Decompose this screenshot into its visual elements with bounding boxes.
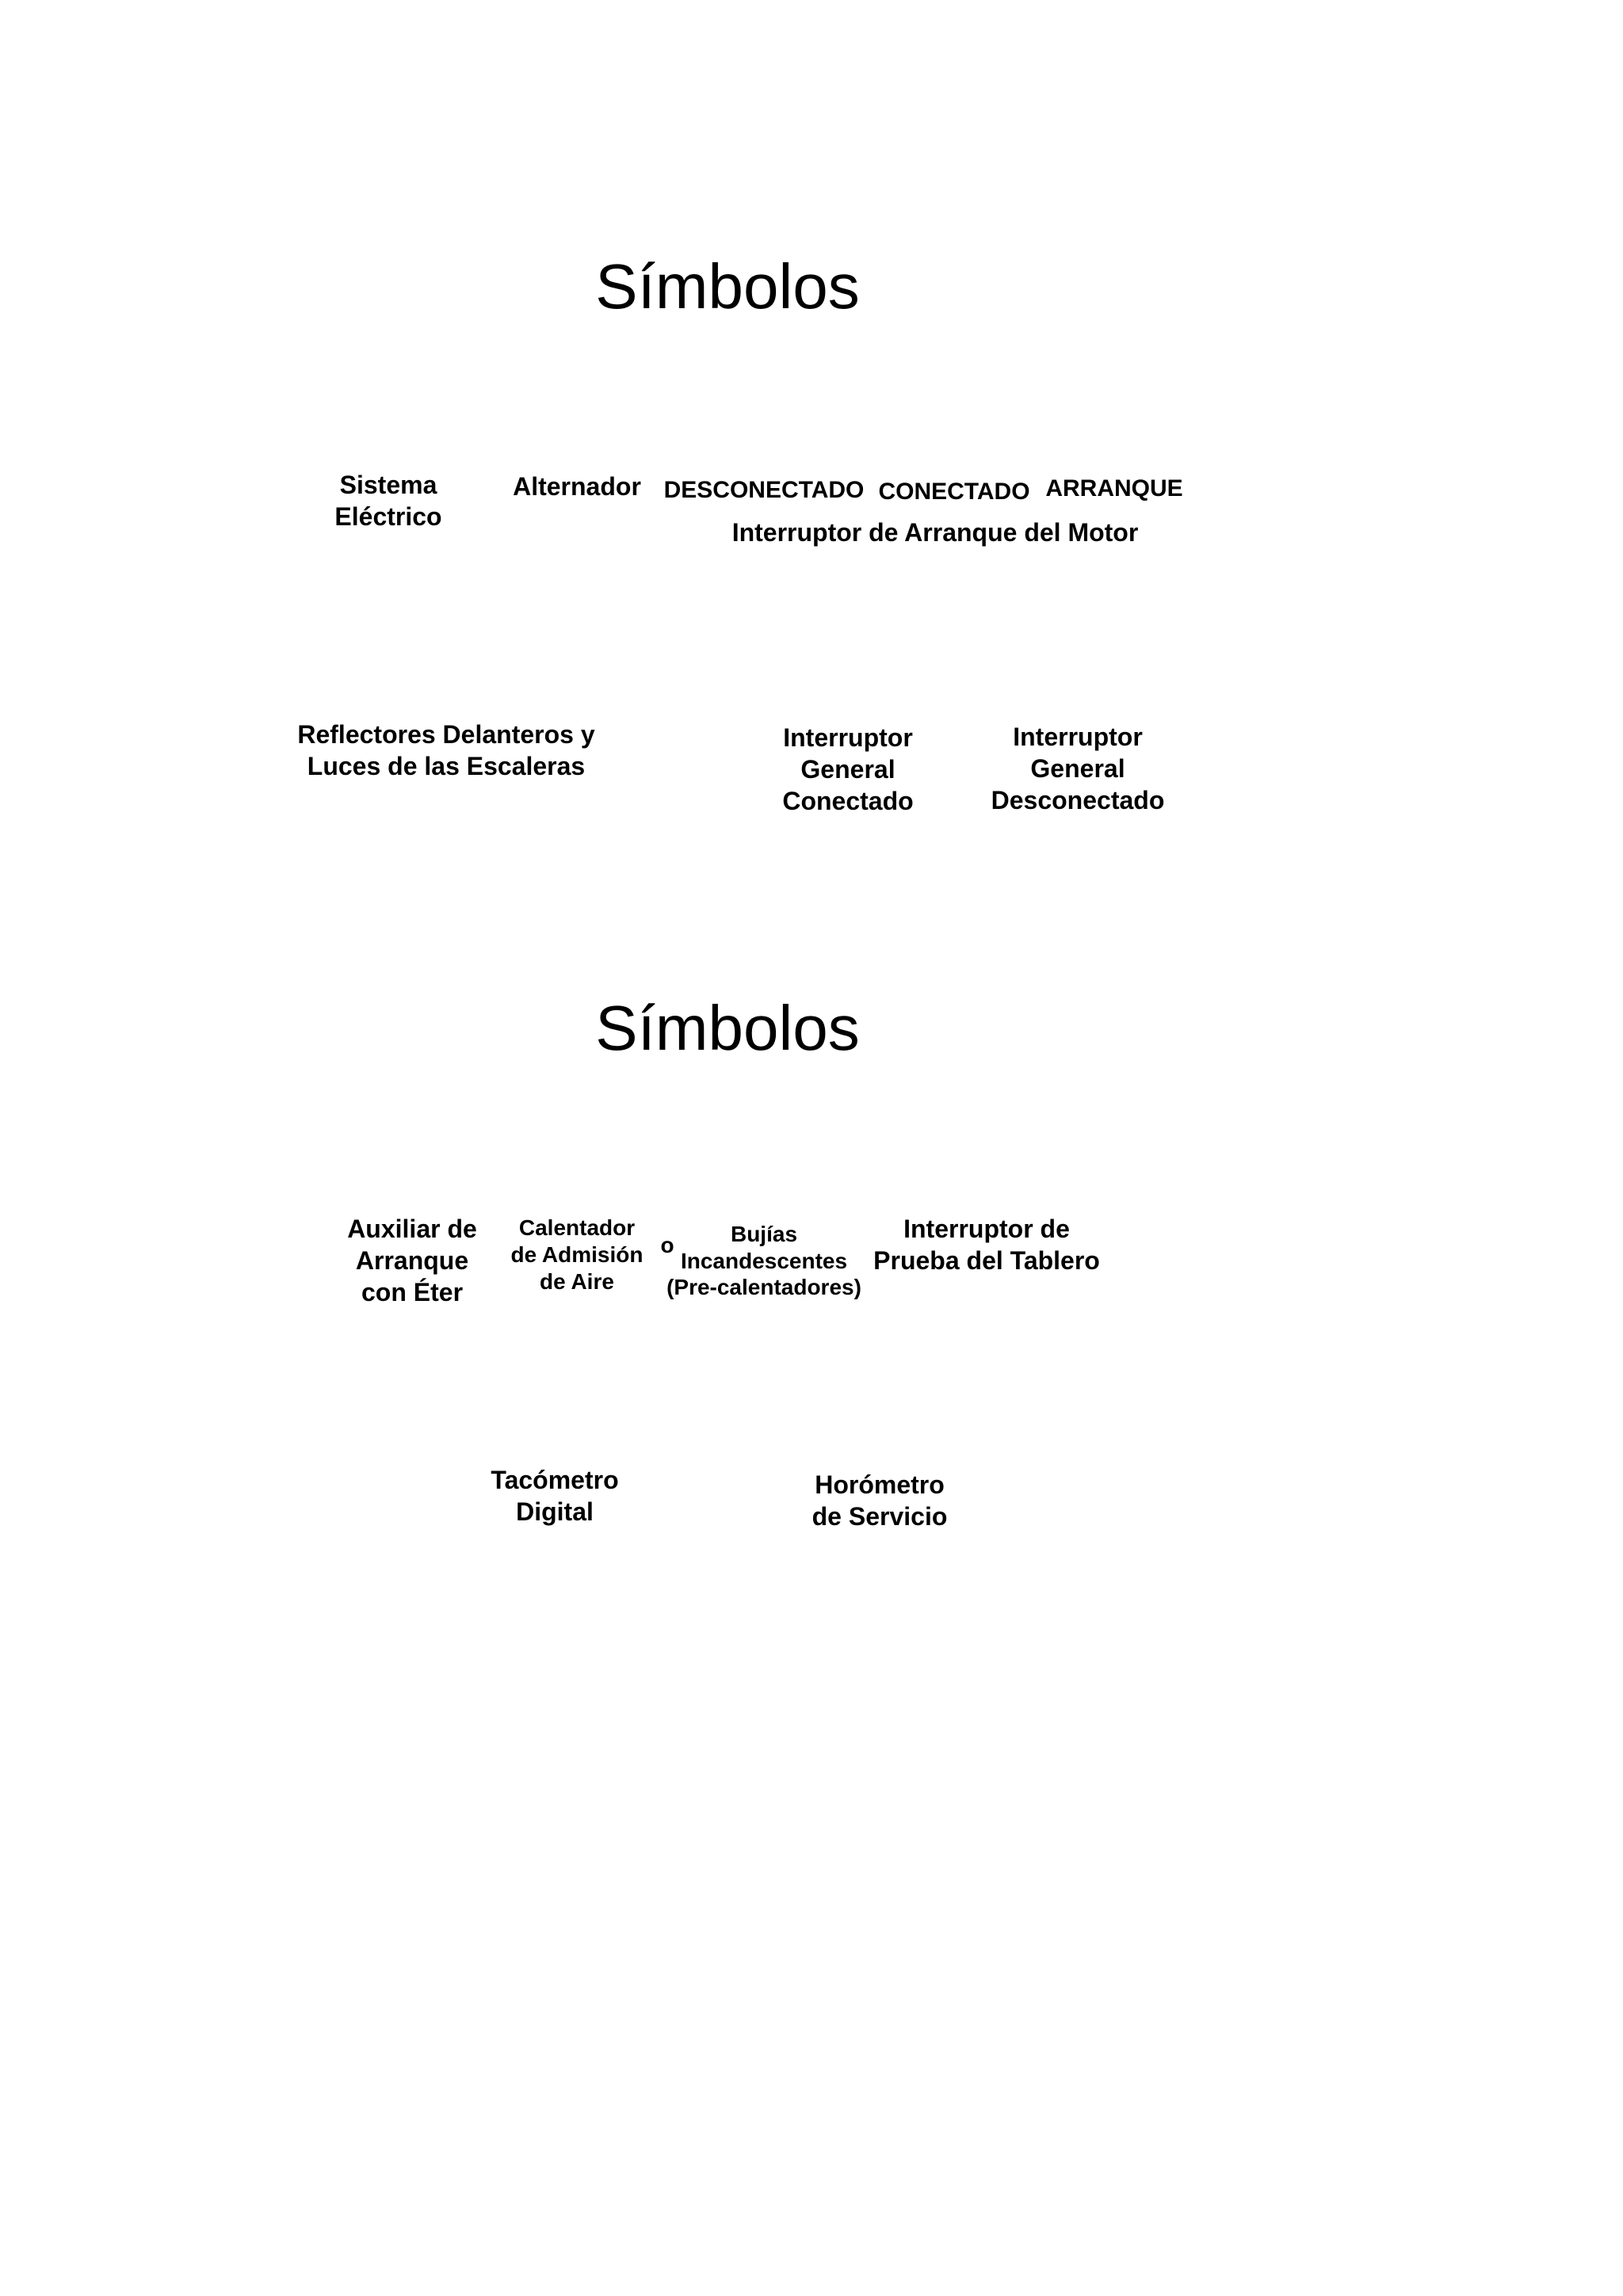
master-switch-on-line-2: General — [800, 755, 896, 784]
switch-off-label: DESCONECTADO — [663, 477, 865, 503]
master-switch-on-label — [757, 722, 939, 817]
intake-air-heater-line-1: Calentador — [518, 1215, 636, 1240]
service-hour-meter-label — [785, 1469, 975, 1532]
master-switch-on-line-3: Conectado — [782, 787, 914, 815]
or-word: o — [660, 1233, 674, 1257]
master-switch-off-line-3: Desconectado — [991, 786, 1165, 814]
floodlights-line-1: Reflectores Delanteros y — [297, 720, 595, 749]
ether-start-aid-label — [317, 1213, 507, 1308]
panel-test-switch-label — [860, 1213, 1113, 1276]
ether-start-aid-line-1: Auxiliar de — [347, 1215, 477, 1243]
panel-test-switch-line-2: Prueba del Tablero — [873, 1246, 1100, 1275]
master-switch-off-line-1: Interruptor — [1013, 723, 1143, 751]
section-2-title: Símbolos — [595, 993, 860, 1063]
digital-tachometer-line-2: Digital — [516, 1497, 594, 1526]
ether-start-aid-line-3: con Éter — [361, 1278, 464, 1306]
glow-plugs-line-2: Incandescentes — [680, 1248, 848, 1273]
intake-air-heater-label — [498, 1215, 656, 1295]
electrical-system-line-2: Eléctrico — [334, 502, 442, 531]
master-switch-off-label — [975, 721, 1181, 816]
section-1-title: Símbolos — [595, 251, 860, 322]
glow-plugs-label — [661, 1221, 867, 1301]
electrical-system-line-1: Sistema — [339, 471, 437, 499]
service-hour-meter-line-2: de Servicio — [812, 1502, 948, 1531]
intake-air-heater-line-3: de Aire — [540, 1269, 614, 1295]
intake-air-heater-line-2: de Admisión — [510, 1242, 643, 1268]
floodlights-label — [280, 719, 613, 782]
service-hour-meter-line-1: Horómetro — [815, 1470, 945, 1499]
master-switch-off-line-2: General — [1030, 754, 1125, 783]
master-switch-on-line-1: Interruptor — [783, 723, 913, 752]
ether-start-aid-line-2: Arranque — [355, 1246, 469, 1275]
glow-plugs-line-3: (Pre-calentadores) — [666, 1275, 861, 1300]
panel-test-switch-line-1: Interruptor de — [903, 1215, 1070, 1243]
engine-start-switch-label: Interruptor de Arranque del Motor — [731, 518, 1139, 547]
electrical-system-label — [309, 469, 468, 532]
glow-plugs-line-1: Bujías — [730, 1222, 798, 1246]
digital-tachometer-label — [460, 1464, 650, 1527]
floodlights-line-2: Luces de las Escaleras — [307, 752, 586, 780]
switch-start-label: ARRANQUE — [1045, 475, 1183, 502]
digital-tachometer-line-1: Tacómetro — [491, 1466, 619, 1494]
switch-on-label: CONECTADO — [878, 479, 1030, 505]
alternator-label: Alternador — [513, 472, 641, 501]
